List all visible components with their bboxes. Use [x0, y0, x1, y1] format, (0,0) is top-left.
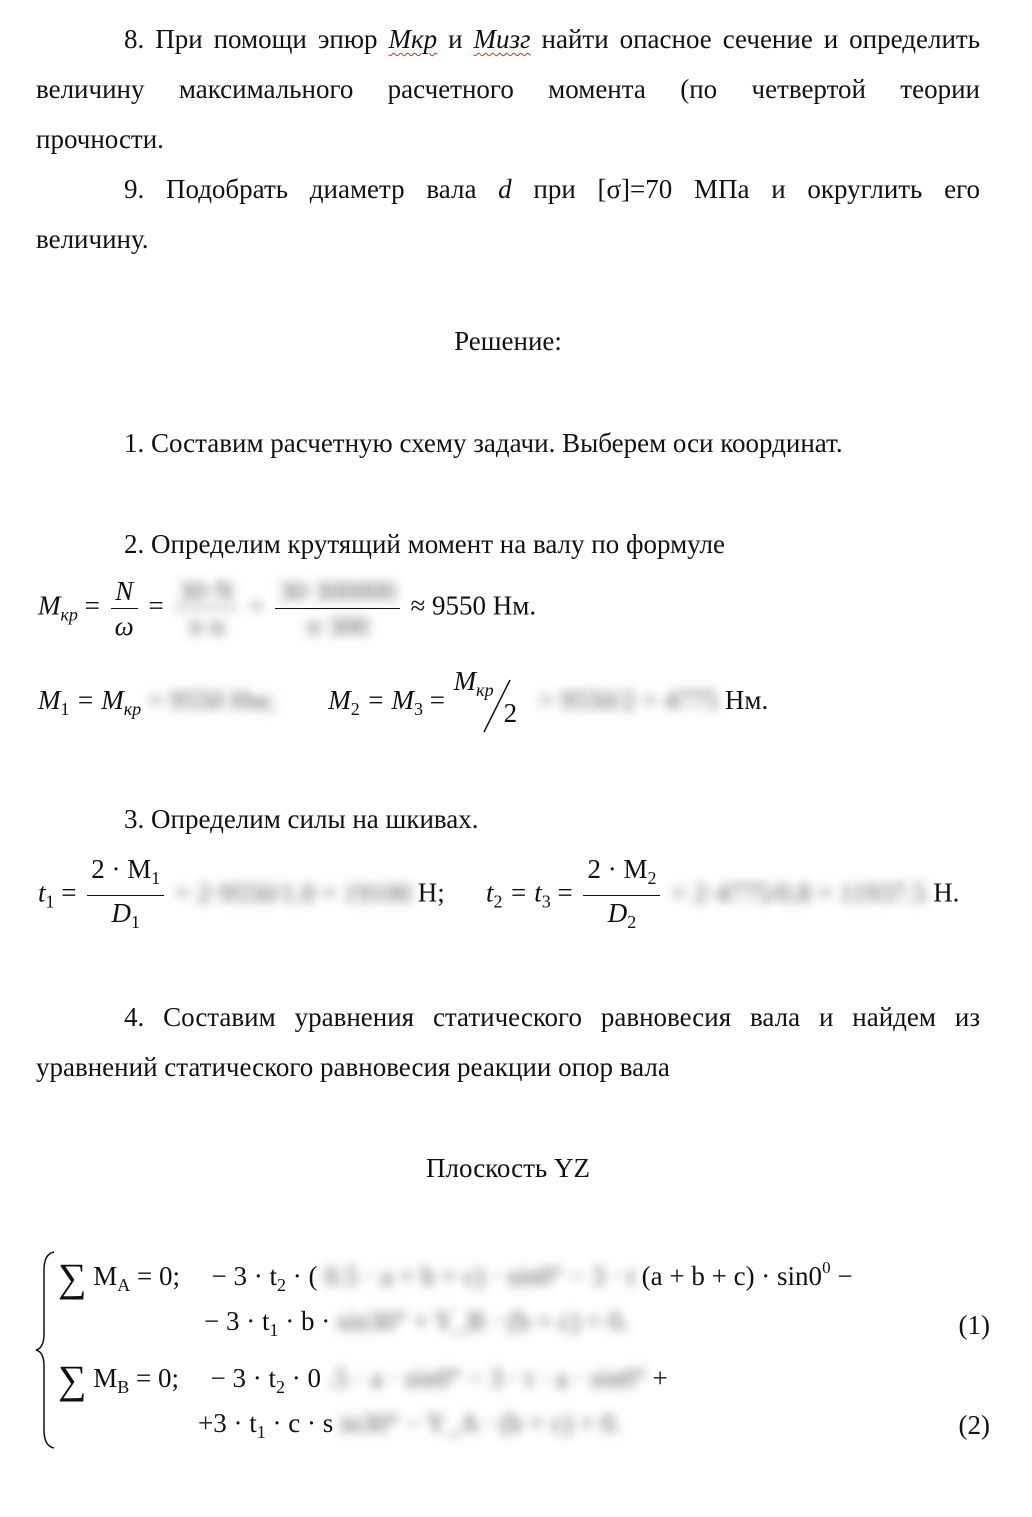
formula-m123: $M_1 = M_{кр} = 9550$ Нм; $M_2 = M_3$ = $M_{кр}$ 2 = 9550/2 = 4775 Нм. [38, 672, 768, 734]
equation1-line1: ∑ $M_A = 0$; − $3 \cdot t_2$ · ( 0.5 · a + b + c) · sin0° − 3 · t $(a + b + c) \cdot \sin 0^0$ − [58, 1255, 853, 1300]
item9-line2: величину. [36, 224, 149, 254]
equation2-number: (2) [958, 1410, 990, 1440]
step4-line2: уравнений статического равновесия реакции опор вала [36, 1052, 670, 1082]
equation1-line2: − $3 \cdot t_1 \cdot b \cdot \sin 30^\circ$ + Y_B · (b + c) = 0. [204, 1306, 629, 1340]
step4-line1: 4. Составим уравнения статического равновесия вала и найдем из [124, 1002, 980, 1032]
equation1-number: (1) [958, 1310, 990, 1340]
fraction-numeric: $\frac{30\cdot 300000}{\pi\cdot 300}$ [275, 574, 400, 643]
formula-t2-t3: $t_2 = t_3$ = $\frac{2 \cdot M_2}{D_2}$ = 2·4775/0.8 = 11937.5 Н. [486, 852, 959, 939]
slash-fraction: $M_{кр}$ 2 [452, 672, 532, 734]
fraction-2m1-d1: $\frac{2 \cdot M_1}{D_1}$ [87, 852, 164, 939]
fraction-30n-pin: $\frac{30\cdot N}{\pi\cdot n}$ [174, 574, 238, 643]
plane-heading: Плоскость YZ [426, 1153, 590, 1183]
step1-text: 1. Составим расчетную схему задачи. Выберем оси координат. [124, 428, 843, 458]
m-kr-term: Мкр [388, 24, 438, 54]
system-brace [34, 1250, 58, 1450]
item9-line1: 9. Подобрать диаметр вала d при [σ]=70 МПа и округлить его [124, 174, 980, 204]
equation2-line2: $+3 \cdot t_1 \cdot c \cdot s$ in30° − Y_A · (b + c) = 0. [198, 1408, 622, 1442]
formula-mkr: $M_{кр}$ = $\frac{N}{\omega}$ = $\frac{30\cdot N}{\pi\cdot n}$ = $\frac{30\cdot 300000}{\pi\cdot 300}$ ≈ 9550 Нм. [38, 576, 537, 641]
sum-symbol: ∑ [58, 1255, 87, 1300]
equation2-line1: ∑ $M_B = 0$; − $3 \cdot t_2 \cdot 0$ .5 · a · sin0° − 3 · t · a · sin0° + [58, 1357, 668, 1402]
m-izg-term: Мизг [473, 24, 531, 54]
fraction-2m2-d2: $\frac{2 \cdot M_2}{D_2}$ [583, 852, 660, 939]
fraction-n-omega: $\frac{N}{\omega}$ [111, 574, 138, 643]
item8-line1: 8. При помощи эпюр Мкр и Мизг найти опасное сечение и определить [124, 24, 981, 54]
item8-line2: величину максимального расчетного момента (по четвертой теории [36, 74, 980, 104]
solution-heading: Решение: [454, 326, 562, 356]
formula-t1: $t_1$ = $\frac{2 \cdot M_1}{D_1}$ = 2·9550/1.0 = 19100 Н; [38, 852, 445, 939]
step2-text: 2. Определим крутящий момент на валу по формуле [124, 529, 725, 559]
diameter-symbol: d [498, 174, 512, 204]
item8-line3: прочности. [36, 124, 164, 154]
step3-text: 3. Определим силы на шкивах. [124, 804, 479, 834]
sum-symbol: ∑ [58, 1357, 87, 1402]
